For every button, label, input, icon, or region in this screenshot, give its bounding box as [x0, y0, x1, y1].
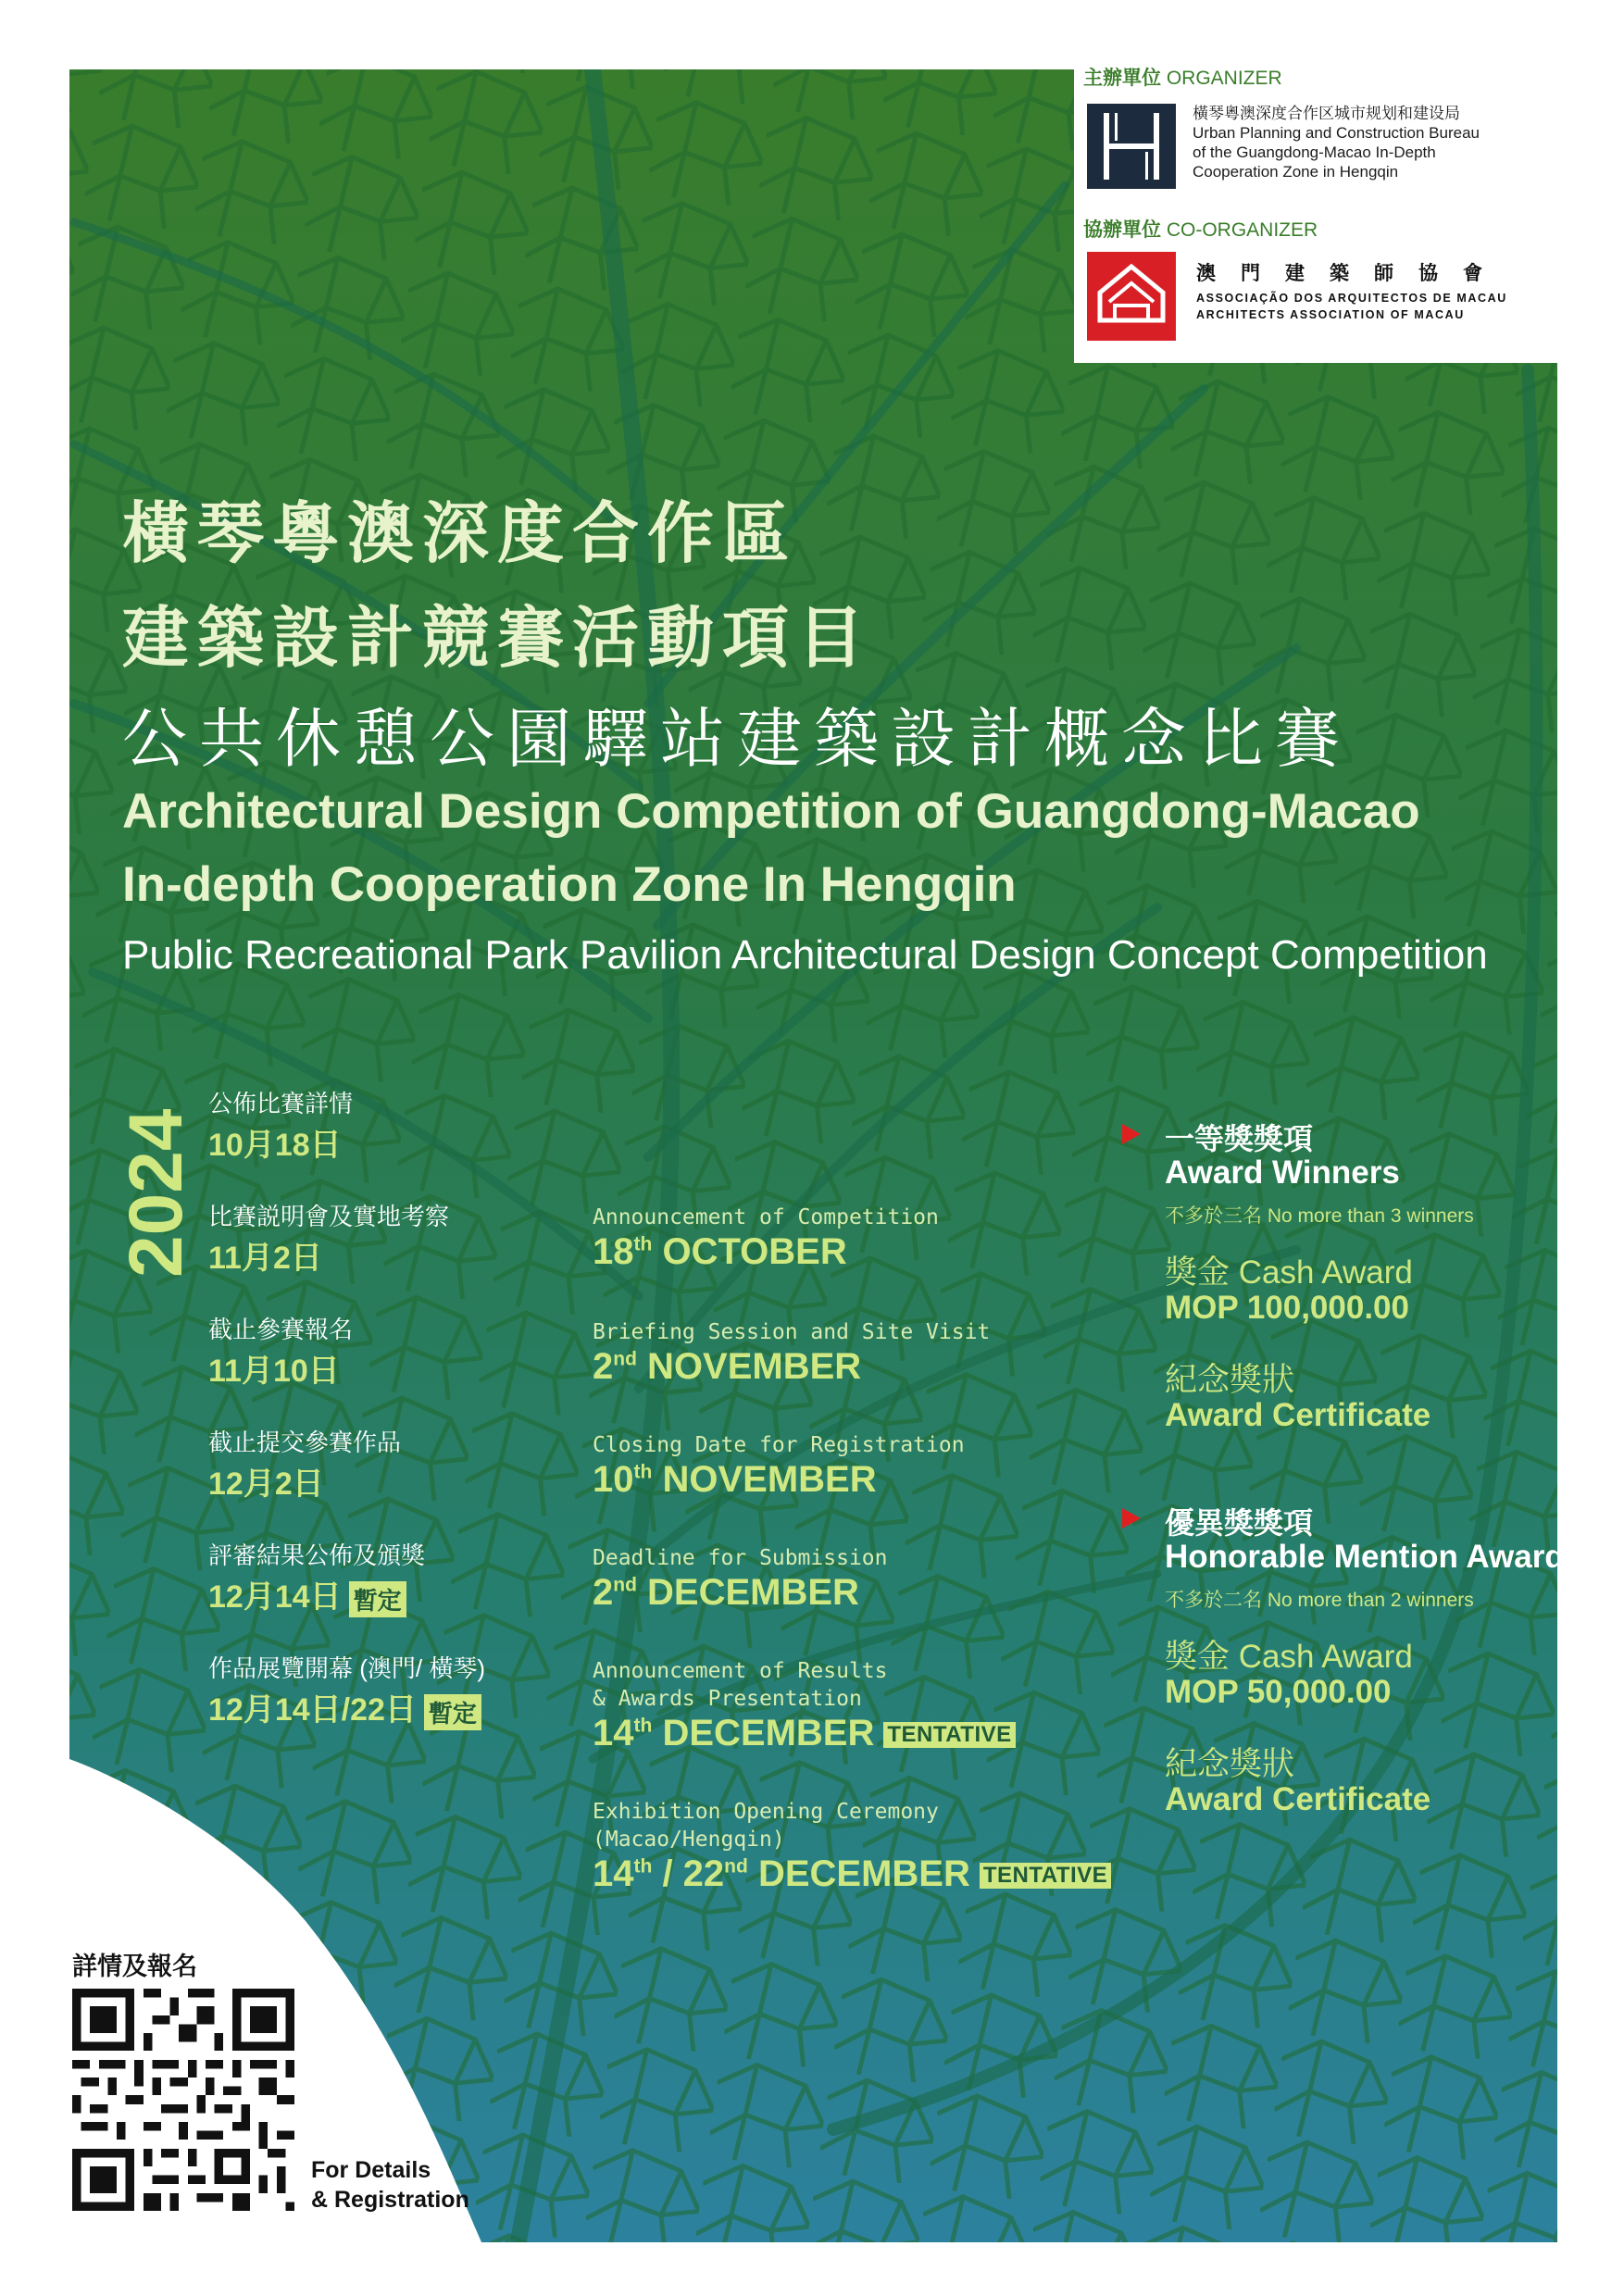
organizer-label-zh: 主辦單位	[1083, 68, 1161, 89]
title-zh-line1: 橫琴粵澳深度合作區	[122, 497, 798, 571]
award-cert-zh: 紀念獎狀	[1165, 1362, 1295, 1398]
organizer-name	[1193, 104, 1480, 181]
award-cash-zh: 獎金	[1165, 1639, 1230, 1675]
coorganizer-label	[1083, 215, 1318, 243]
timeline-zh-date: 11月2日	[208, 1241, 322, 1276]
title-zh-line3: 公共休憩公園驛站建築設計概念比賽	[122, 703, 1352, 775]
timeline-zh-item	[208, 1537, 597, 1650]
timeline-en-day-suffix: th	[633, 1461, 653, 1483]
timeline-en-label: Exhibition Opening Ceremony	[593, 1800, 939, 1824]
award-cash-zh: 獎金	[1165, 1254, 1230, 1291]
timeline-en-day-suffix: th	[633, 1715, 653, 1737]
timeline-en-month: NOVEMBER	[662, 1459, 877, 1500]
timeline-zh-label: 比賽説明會及實地考察	[208, 1203, 450, 1230]
timeline-zh-label: 作品展覽開幕 (澳門/ 橫琴)	[208, 1654, 485, 1682]
award-limit-en: No more than 2 winners	[1267, 1590, 1474, 1611]
organizer-name-zh: 橫琴粵澳深度合作区城市规划和建设局	[1193, 105, 1460, 122]
timeline-en-day: 14	[593, 1853, 634, 1894]
award-limit-zh: 不多於二名	[1165, 1590, 1262, 1611]
timeline-en-label: Announcement of Results	[593, 1659, 888, 1683]
timeline-zh-item	[208, 1085, 597, 1198]
timeline-en-label: Briefing Session and Site Visit	[593, 1320, 991, 1344]
timeline-en-label-line2: (Macao/Hengqin)	[593, 1828, 785, 1852]
timeline-en-day: 10	[593, 1459, 634, 1500]
timeline-en-day: 18	[593, 1231, 634, 1272]
award-title-zh: 優異獎獎項	[1165, 1506, 1314, 1540]
timeline-zh-item	[208, 1650, 597, 1763]
award-limit-zh: 不多於三名	[1165, 1205, 1262, 1227]
award-cash-en: Cash Award	[1238, 1254, 1413, 1291]
timeline-zh-label: 公佈比賽詳情	[208, 1090, 354, 1117]
title-en-line3: Public Recreational Park Pavilion Architectural Design Concept Competition	[122, 932, 1488, 978]
timeline-zh-item	[208, 1198, 597, 1311]
award-title-zh: 一等獎獎項	[1165, 1122, 1314, 1155]
timeline-zh-item	[208, 1311, 597, 1424]
organizer-name-en-2: of the Guangdong-Macao In-Depth	[1193, 144, 1436, 161]
timeline-en-month: DECEMBER	[757, 1853, 970, 1894]
timeline-en-item: Exhibition Opening Ceremony (Macao/Hengqin) 14th / 22nd DECEMBER TENTATIVE	[593, 1798, 1111, 1939]
coorganizer-logo-icon	[1087, 252, 1176, 341]
timeline-en-day2: 22	[682, 1853, 725, 1894]
coorganizer-label-en: CO-ORGANIZER	[1166, 219, 1318, 241]
timeline-en-day-suffix: nd	[613, 1574, 637, 1596]
timeline-en-item	[593, 1318, 1111, 1431]
organizer-logo-icon	[1087, 104, 1176, 189]
coorganizer-name-en: ARCHITECTS ASSOCIATION OF MACAU	[1196, 308, 1465, 321]
award-amount: MOP 50,000.00	[1165, 1674, 1392, 1710]
award-cash-en: Cash Award	[1238, 1639, 1413, 1675]
award-title-en: Honorable Mention Award	[1165, 1539, 1565, 1575]
timeline-zh-label: 截止提交參賽作品	[208, 1429, 402, 1456]
year-label	[114, 1092, 198, 1278]
timeline-en-day-suffix: th	[633, 1233, 653, 1255]
title-en-line1: Architectural Design Competition of Guangdong-Macao	[122, 784, 1420, 839]
registration-en-line2: & Registration	[311, 2187, 469, 2213]
timeline-en-day2-suffix: nd	[724, 1855, 748, 1878]
registration-en-line1: For Details	[311, 2157, 431, 2183]
timeline-zh-date: 12月2日	[208, 1466, 324, 1502]
year-text: 2024	[114, 1108, 198, 1278]
timeline-zh-date: 11月10日	[208, 1354, 340, 1389]
coorganizer-name-zh: 澳門建築師協會	[1196, 263, 1507, 284]
timeline-en-label: Announcement of Competition	[593, 1205, 939, 1229]
timeline-en-day: 2	[593, 1346, 614, 1387]
timeline-zh-label: 截止參賽報名	[208, 1316, 354, 1343]
timeline-zh-date: 12月14日	[208, 1579, 342, 1615]
tentative-tag: TENTATIVE	[980, 1863, 1111, 1889]
title-zh-line2: 建築設計競賽活動項目	[122, 602, 873, 676]
organizer-label-en: ORGANIZER	[1166, 68, 1282, 89]
timeline-en-month: DECEMBER	[647, 1572, 859, 1613]
award-cert-zh: 紀念獎狀	[1165, 1746, 1295, 1782]
timeline-en-day-suffix: th	[633, 1855, 653, 1878]
timeline-zh	[208, 1085, 597, 1763]
organizer-name-en-1: Urban Planning and Construction Bureau	[1193, 124, 1480, 142]
qr-code-icon[interactable]	[72, 1989, 294, 2211]
award-amount: MOP 100,000.00	[1165, 1290, 1409, 1326]
timeline-en-month: DECEMBER	[662, 1713, 875, 1753]
award-limit-en: No more than 3 winners	[1267, 1205, 1474, 1227]
tentative-tag: TENTATIVE	[883, 1722, 1015, 1748]
timeline-en-label-line2: & Awards Presentation	[593, 1687, 862, 1711]
title-en-line2: In-depth Cooperation Zone In Hengqin	[122, 857, 1017, 912]
organizer-panel	[1074, 57, 1572, 363]
organizer-label	[1083, 63, 1282, 91]
registration-en	[311, 2155, 469, 2215]
organizer-name-en-3: Cooperation Zone in Hengqin	[1193, 163, 1399, 181]
coorganizer-label-zh: 協辦單位	[1083, 219, 1161, 241]
tentative-tag: 暫定	[349, 1581, 406, 1617]
timeline-en-day: 14	[593, 1713, 634, 1753]
timeline-en-item	[593, 1544, 1111, 1657]
award-title-en: Award Winners	[1165, 1154, 1400, 1191]
timeline-zh-date: 12月14日/22日	[208, 1692, 417, 1728]
timeline-en-item	[593, 1657, 1111, 1798]
timeline-en-label: Closing Date for Registration	[593, 1433, 965, 1457]
timeline-en-day: 2	[593, 1572, 614, 1613]
timeline-zh-item	[208, 1424, 597, 1537]
tentative-tag: 暫定	[424, 1694, 481, 1730]
timeline-zh-label: 評審結果公佈及頒獎	[208, 1541, 426, 1569]
award-marker-icon	[1122, 1508, 1141, 1529]
award-cert-en: Award Certificate	[1165, 1781, 1431, 1817]
registration-title: 詳情及報名	[72, 1953, 197, 1980]
timeline-zh-date: 10月18日	[208, 1128, 342, 1163]
timeline-en-day-suffix: nd	[613, 1348, 637, 1370]
coorganizer-name-pt: ASSOCIAÇÃO DOS ARQUITECTOS DE MACAU	[1196, 292, 1507, 305]
timeline-en-month: NOVEMBER	[647, 1346, 862, 1387]
timeline-en-month: OCTOBER	[662, 1231, 847, 1272]
timeline-en-item	[593, 1204, 1111, 1318]
award-marker-icon	[1122, 1124, 1141, 1144]
award-cert-en: Award Certificate	[1165, 1397, 1431, 1433]
timeline-en-label: Deadline for Submission	[593, 1546, 888, 1570]
timeline-en-item	[593, 1431, 1111, 1544]
timeline-en	[593, 1204, 1111, 1939]
